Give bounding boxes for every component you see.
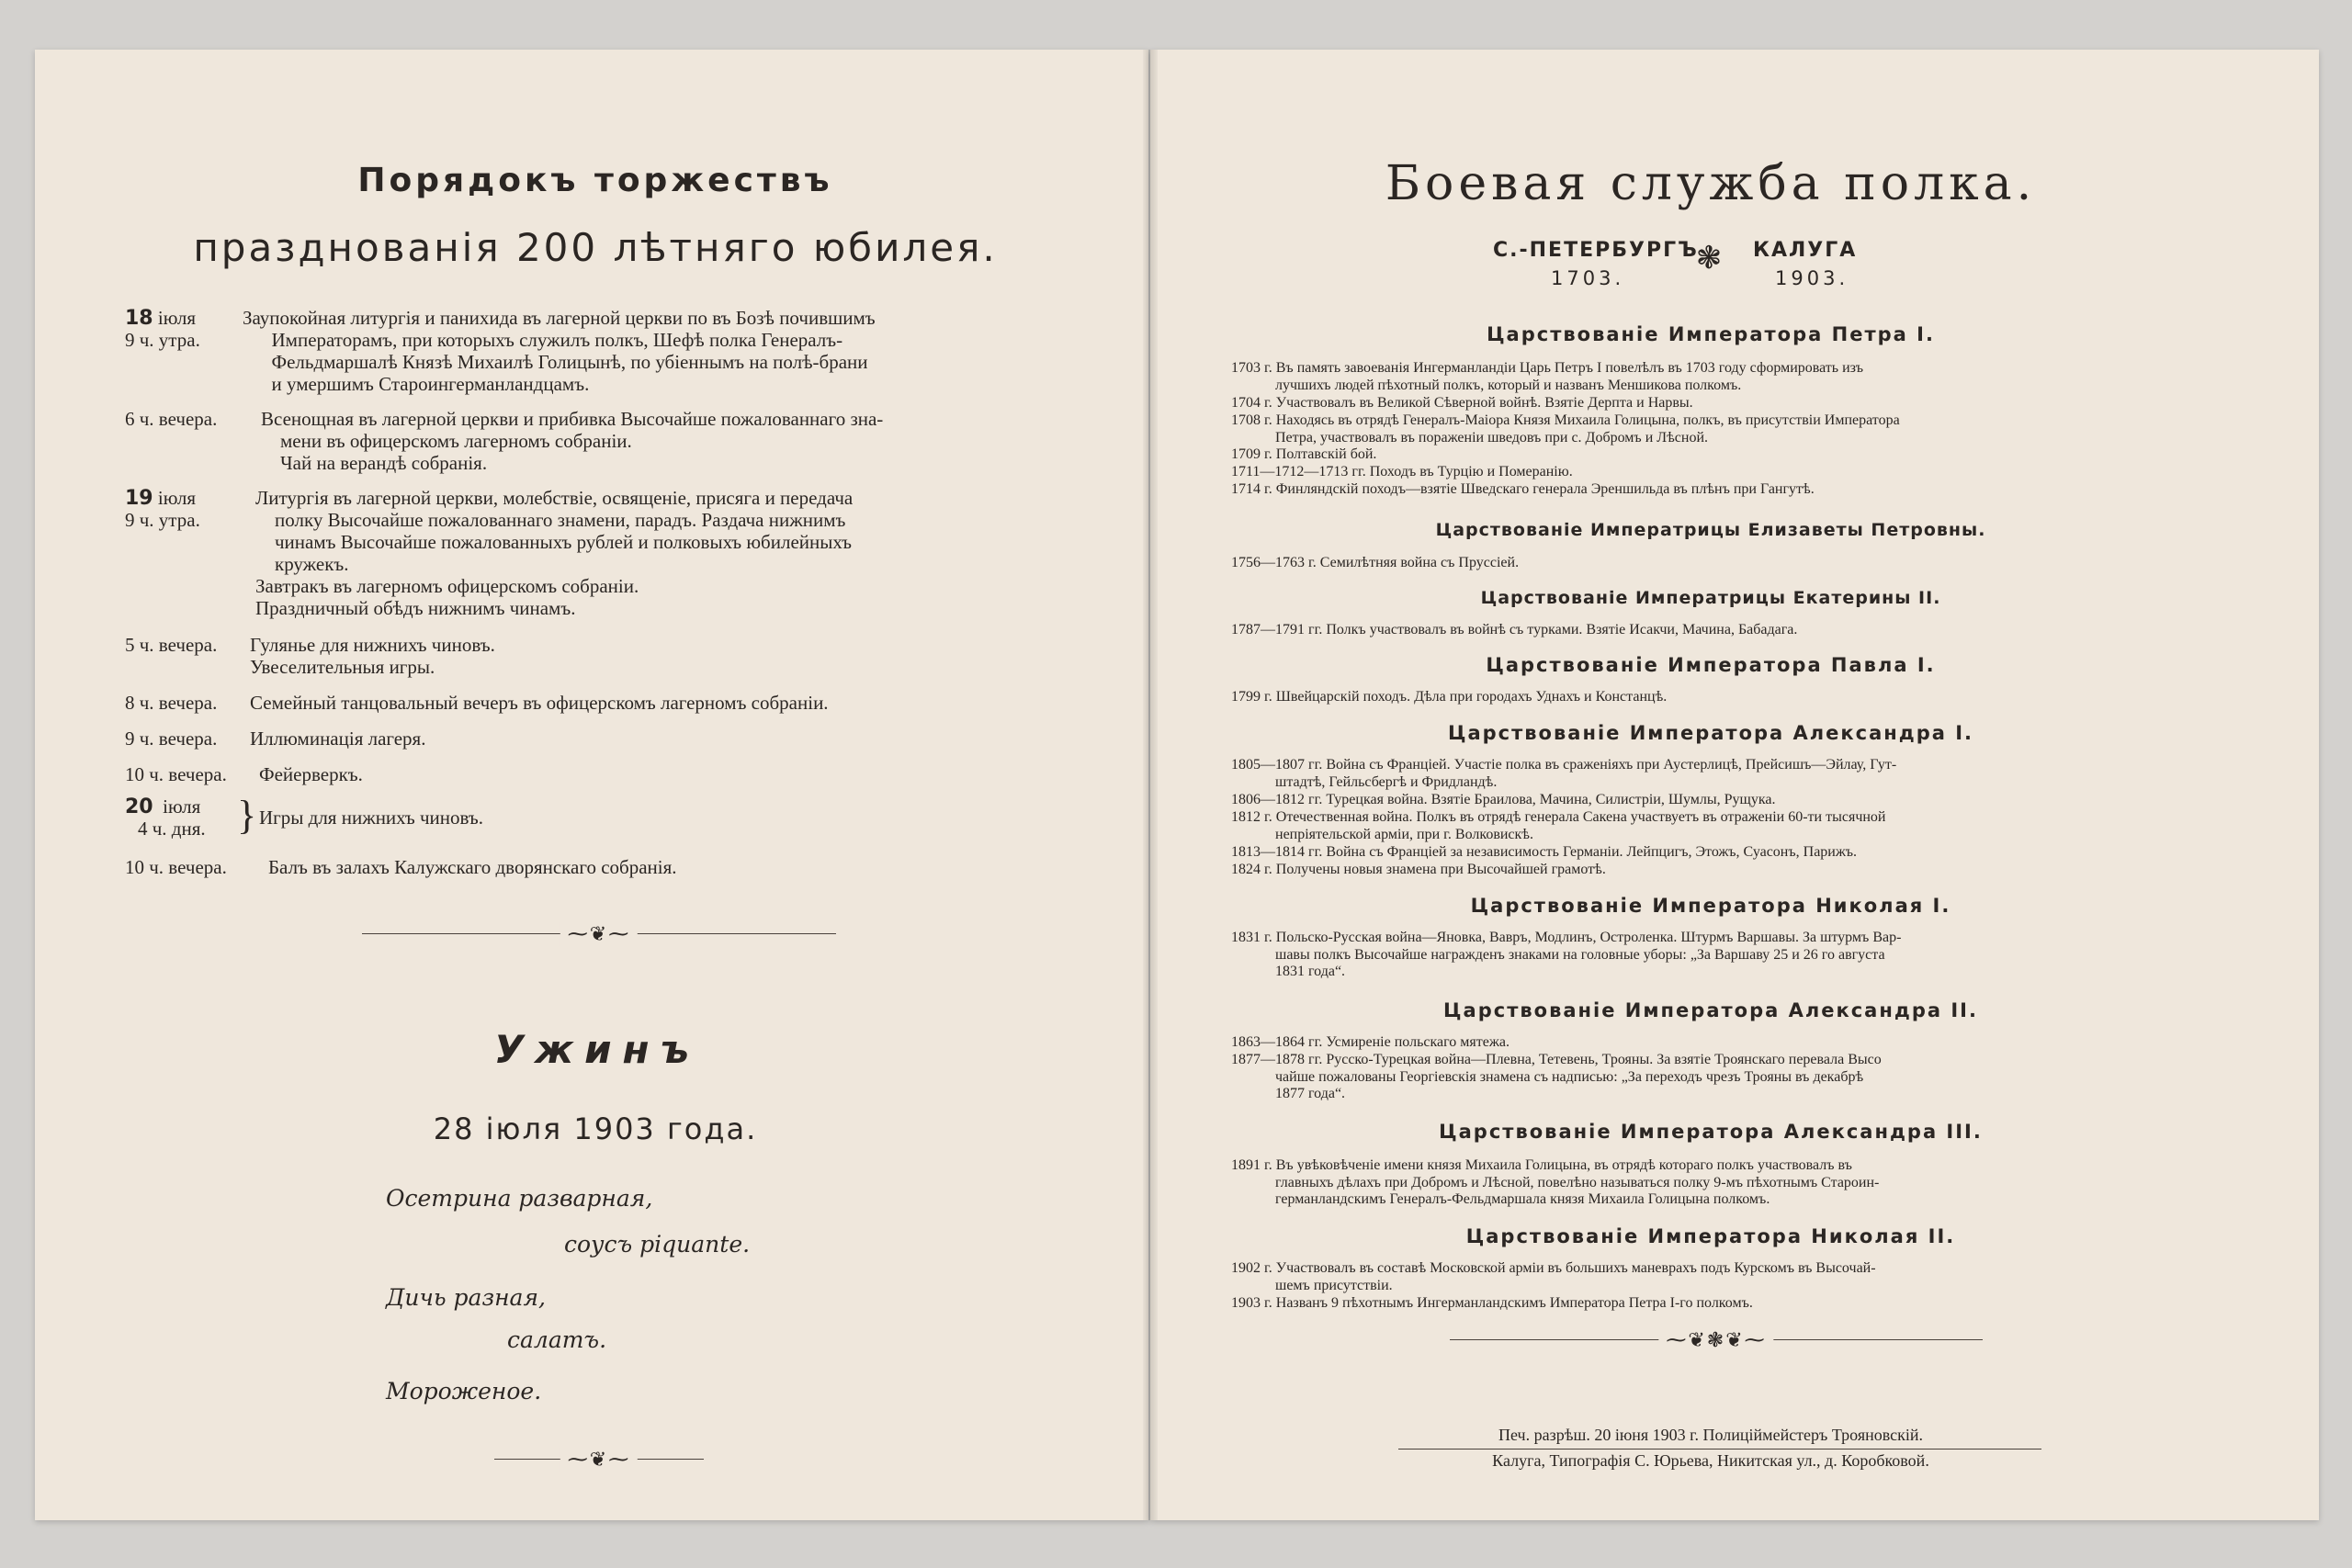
reign-entry: 1704 г. Участвовалъ въ Великой Сѣверной войнѣ. Взятіе Дерпта и Нарвы.	[1231, 395, 1693, 411]
reign-entry: 1756—1763 г. Семилѣтняя война съ Пруссіей.	[1231, 555, 1520, 570]
city-right: КАЛУГА	[1753, 239, 1858, 262]
event-day: 19	[125, 487, 153, 510]
reign-entry: 1877—1878 гг. Русско-Турецкая война—Плевна, Тетевень, Трояны. За взятіе Троянскаго перевала Высо чайше пожалованы Георгіевскія знамена съ надписью: „За переходъ чрезъ Трояны въ декабрѣ 1877 года“.	[1231, 1052, 1882, 1101]
reign-entry: 1891 г. Въ увѣковѣченіе имени князя Михаила Голицына, въ отрядѣ котораго полкъ участвовалъ въ главныхъ дѣлахъ при Добромъ и Лѣсной, повелѣно называться полку 9-мъ пѣхотнымъ Староин- германландскимъ Генералъ-Фельдмаршала князя Михаила Голицына полкомъ.	[1231, 1157, 1880, 1207]
event-time: 10 ч. вечера.	[125, 856, 227, 878]
event-time: 10 ч. вечера.	[125, 763, 227, 785]
menu-item: салатъ.	[507, 1326, 607, 1353]
event-time: 9 ч. утра.	[125, 509, 200, 531]
reign-heading: Царствованіе Императора Николая I.	[1470, 895, 1951, 917]
supper-date: 28 іюля 1903 года.	[433, 1111, 758, 1146]
event-text: Заупокойная литургія и панихида въ лагерной церкви по въ Бозѣ почившимъ Императорамъ, при которыхъ служилъ полкъ, Шефѣ полка Генералъ- Фельдмаршалѣ Князѣ Михаилѣ Голицынѣ, по убіеннымъ на полѣ-брани и умершимъ Староингерманландцамъ.	[243, 307, 876, 395]
reign-heading: Царствованіе Императрицы Елизаветы Петровны.	[1435, 520, 1986, 540]
reign-entry: 1903 г. Названъ 9 пѣхотнымъ Ингерманландскимъ Императора Петра I-го полкомъ.	[1231, 1295, 1753, 1311]
program-title: Порядокъ торжествъ	[357, 162, 833, 199]
menu-item: Осетрина разварная,	[386, 1185, 653, 1212]
reign-entry: 1831 г. Польско-Русская война—Яновка, Вавръ, Модлинъ, Остроленка. Штурмъ Варшавы. За штурмъ Вар- шавы полкъ Высочайше награжденъ знаками на головные уборы: „За Варшаву 25 и 26 го августа 1831 года“.	[1231, 930, 1902, 979]
event-text: Гулянье для нижнихъ чиновъ. Увеселительныя игры.	[250, 634, 495, 678]
year-right: 1903.	[1775, 267, 1849, 289]
program-subtitle: празднованія 200 лѣтняго юбилея.	[193, 225, 998, 270]
reign-heading: Царствованіе Императора Александра III.	[1439, 1121, 1983, 1143]
reign-heading: Царствованіе Императора Александра II.	[1443, 999, 1978, 1021]
flourish-icon: ⁓❦⁓	[560, 1448, 638, 1472]
event-time: 8 ч. вечера.	[125, 692, 218, 714]
service-title: Боевая служба полка.	[1385, 156, 2037, 211]
reign-entry: 1863—1864 гг. Усмиреніе польскаго мятежа.	[1231, 1034, 1510, 1050]
reign-heading: Царствованіе Императора Петра I.	[1487, 323, 1935, 345]
ornament-divider	[362, 922, 836, 950]
menu-item: соусъ piquante.	[564, 1231, 751, 1258]
flourish-icon: ⁓❦❃❦⁓	[1658, 1328, 1773, 1352]
reign-heading: Царствованіе Императора Николая II.	[1465, 1225, 1956, 1247]
event-time: 4 ч. дня.	[138, 818, 206, 840]
reign-entry: 1812 г. Отечественная война. Полкъ въ отрядѣ генерала Сакена участвуетъ въ отраженіи 60-ти тысячной непріятельской арміи, при г. Волковискѣ.	[1231, 809, 1886, 842]
event-time: 9 ч. вечера.	[125, 728, 218, 750]
menu-item: Дичь разная,	[386, 1284, 546, 1311]
event-month: іюля	[157, 307, 197, 329]
event-day: 18	[125, 307, 153, 330]
reign-entry: 1703 г. Въ память завоеванія Ингерманландіи Царь Петръ I повелѣлъ въ 1703 году сформировать изъ лучшихъ людей пѣхотный полкъ, который и названъ Меншикова полкомъ.	[1231, 360, 1863, 393]
reign-entry: 1813—1814 гг. Война съ Франціей за независимость Германіи. Лейпцигъ, Этожъ, Суасонъ, Парижъ.	[1231, 844, 1857, 860]
event-month: іюля	[163, 795, 201, 818]
reign-entry: 1787—1791 гг. Полкъ участвовалъ въ войнѣ съ турками. Взятіе Исакчи, Мачина, Бабадага.	[1231, 622, 1798, 637]
reign-entry: 1799 г. Швейцарскій походъ. Дѣла при городахъ Уднахъ и Констанцѣ.	[1231, 689, 1668, 705]
flourish-icon: ⁓❦⁓	[560, 922, 638, 946]
reign-entry: 1806—1812 гг. Турецкая война. Взятіе Браилова, Мачина, Силистріи, Шумлы, Рущука.	[1231, 792, 1776, 807]
reign-entry: 1714 г. Финляндскій походъ—взятіе Шведскаго генерала Эреншильда въ плѣнъ при Гангутѣ.	[1231, 481, 1815, 497]
reign-entry: 1709 г. Полтавскій бой.	[1231, 446, 1377, 462]
reign-entry: 1805—1807 гг. Война съ Франціей. Участіе полка въ сраженіяхъ при Аустерлицѣ, Прейсишъ—Эйлау, Гут- штадтѣ, Гейльсбергѣ и Фридландѣ.	[1231, 757, 1897, 790]
imprint-printer: Калуга, Типографія С. Юрьева, Никитская ул., д. Коробковой.	[1492, 1451, 1929, 1470]
ornament-divider	[1450, 1328, 1983, 1356]
reign-entry: 1708 г. Находясь въ отрядѣ Генералъ-Маіора Князя Михаила Голицына, полкъ, въ присутствіи Императора Петра, участвовалъ въ пораженіи шведовъ при с. Добромъ и Лѣсной.	[1231, 412, 1900, 446]
brace-icon: }	[237, 793, 257, 838]
reign-entry: 1824 г. Получены новыя знамена при Высочайшей грамотѣ.	[1231, 862, 1606, 877]
event-day: 20	[125, 795, 153, 818]
reign-heading: Царствованіе Императора Павла I.	[1486, 654, 1936, 676]
event-text: Иллюминація лагеря.	[250, 728, 426, 750]
menu-item: Мороженое.	[386, 1378, 542, 1404]
event-month: іюля	[157, 487, 197, 509]
imprint-permission: Печ. разрѣш. 20 іюня 1903 г. Полиціймейстеръ Трояновскій.	[1498, 1426, 1923, 1444]
event-time: 5 ч. вечера.	[125, 634, 218, 656]
emblem-icon: ❃	[1695, 242, 1723, 276]
event-time: 9 ч. утра.	[125, 329, 200, 351]
event-text: Игры для нижнихъ чиновъ.	[259, 807, 484, 829]
city-left: С.-ПЕТЕРБУРГЪ	[1493, 239, 1699, 262]
event-text: Балъ въ залахъ Калужскаго дворянскаго собранія.	[268, 856, 677, 878]
event-text: Литургія въ лагерной церкви, молебствіе, освященіе, присяга и передача полку Высочайше пожалованнаго знамени, парадъ. Раздача нижнимъ чинамъ Высочайше пожалованныхъ рублей и полковыхъ юбилейныхъ кружекъ. Завтракъ въ лагерномъ офицерскомъ собраніи. Праздничный обѣдъ нижнимъ чинамъ.	[255, 487, 854, 619]
event-time: 6 ч. вечера.	[125, 408, 218, 430]
ornament-divider	[494, 1448, 704, 1475]
center-fold	[1143, 50, 1158, 1520]
event-text: Всенощная въ лагерной церкви и прибивка Высочайше пожалованнаго зна- мени въ офицерскомъ лагерномъ собраніи. Чай на верандѣ собранія.	[261, 408, 884, 474]
year-left: 1703.	[1551, 267, 1625, 289]
event-text: Семейный танцовальный вечеръ въ офицерскомъ лагерномъ собраніи.	[250, 692, 829, 714]
reign-heading: Царствованіе Императрицы Екатерины II.	[1480, 588, 1941, 608]
reign-entry: 1902 г. Участвовалъ въ составѣ Московской арміи въ большихъ маневрахъ подъ Курскомъ въ Высочай- шемъ присутствіи.	[1231, 1260, 1876, 1293]
imprint-rule	[1398, 1449, 2041, 1450]
reign-entry: 1711—1712—1713 гг. Походъ въ Турцію и Померанію.	[1231, 464, 1573, 479]
reign-heading: Царствованіе Императора Александра I.	[1447, 722, 1974, 744]
event-text: Фейерверкъ.	[259, 763, 363, 785]
supper-title: Ужинъ	[493, 1027, 701, 1072]
